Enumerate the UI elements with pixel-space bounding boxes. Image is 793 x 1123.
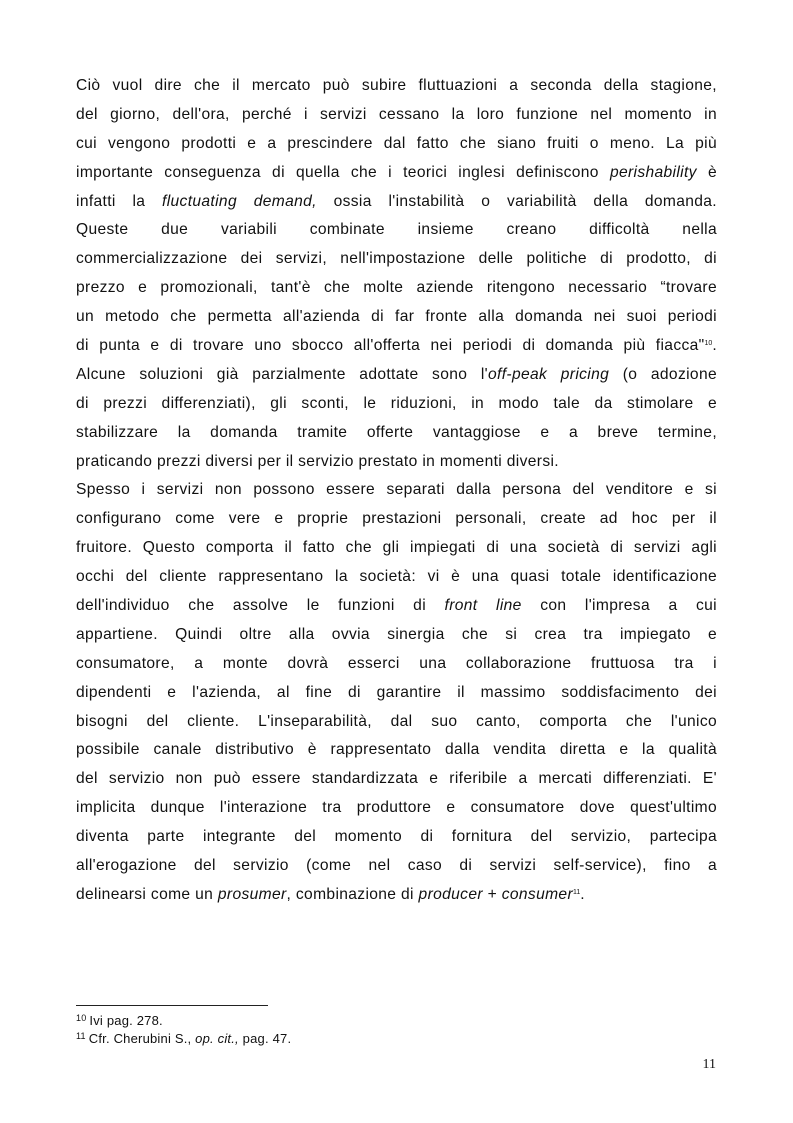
footnote-text: Ivi pag. 278. xyxy=(89,1013,163,1028)
italic-term: front line xyxy=(444,597,522,615)
text-segment: Ciò vuol dire che il mercato può subire fluttuazioni a seconda della stagione, xyxy=(76,77,717,94)
text-line xyxy=(76,679,717,708)
text-segment: del giorno, dell'ora, perché i servizi cessano la loro funzione nel momento in xyxy=(76,105,717,123)
text-segment: di punta e di trovare uno sbocco all'offerta nei periodi di domanda più fiacca" xyxy=(76,337,705,355)
text-segment: cui vengono prodotti e a prescindere dal fatto che siano fruiti o meno. La più xyxy=(76,134,717,152)
footnote xyxy=(76,1012,676,1030)
text-segment: (o adozione xyxy=(609,365,717,383)
italic-term: fluctuating demand, xyxy=(162,192,317,210)
footnote-separator xyxy=(76,1005,268,1006)
footnote-number: 11 xyxy=(76,1031,86,1041)
text-line xyxy=(76,794,717,823)
text-line xyxy=(76,390,717,419)
text-segment: dell'individuo che assolve le funzioni di xyxy=(76,597,445,615)
text-line xyxy=(76,708,717,737)
text-segment: con l'impresa a cui xyxy=(521,597,717,615)
italic-term: prosumer xyxy=(217,885,287,903)
text-segment: . xyxy=(712,337,717,355)
text-segment: commercializzazione dei servizi, nell'impostazione delle politiche di prodotto, di xyxy=(76,250,717,268)
footnote-reference: 11 xyxy=(573,888,581,896)
text-segment: consumatore, a monte dovrà esserci una collaborazione fruttuosa tra i xyxy=(76,654,717,672)
text-line xyxy=(76,823,717,852)
text-segment: prezzo e promozionali, tant'è che molte aziende ritengono necessario “trovare xyxy=(76,279,717,297)
text-line xyxy=(76,303,717,332)
text-segment: di prezzi differenziati), gli sconti, le riduzioni, in modo tale da stimolare e xyxy=(76,394,717,412)
text-segment: diventa parte integrante del momento di fornitura del servizio, partecipa xyxy=(76,828,717,846)
text-segment: + xyxy=(482,885,502,903)
text-line xyxy=(76,736,717,765)
text-segment: infatti la xyxy=(76,192,163,210)
text-line xyxy=(76,101,717,130)
text-segment: stabilizzare la domanda tramite offerte vantaggiose e a breve termine, xyxy=(76,423,717,441)
footnote-reference: 10 xyxy=(704,340,713,348)
body-text xyxy=(76,72,717,910)
text-segment: Alcune soluzioni già parzialmente adottate sono l' xyxy=(76,365,489,383)
text-segment: delinearsi come un xyxy=(76,885,218,903)
text-segment: appartiene. Quindi oltre alla ovvia sinergia che si crea tra impiegato e xyxy=(76,625,717,643)
text-line xyxy=(76,563,717,592)
text-line xyxy=(76,592,717,621)
text-line xyxy=(76,448,717,477)
text-line xyxy=(76,274,717,303)
text-line xyxy=(76,130,717,159)
text-line xyxy=(76,332,717,361)
text-line xyxy=(76,159,717,188)
text-segment: ossia l'instabilità o variabilità della domanda. xyxy=(316,192,717,210)
footnote-text: pag. 47. xyxy=(238,1031,292,1046)
text-line xyxy=(76,881,717,910)
footnotes xyxy=(76,1012,676,1048)
text-line xyxy=(76,72,717,101)
footnote-italic: op. cit., xyxy=(195,1031,239,1046)
text-line xyxy=(76,245,717,274)
text-line xyxy=(76,419,717,448)
text-segment: del servizio non può essere standardizzata e riferibile a mercati differenziati. E' xyxy=(76,770,717,788)
text-segment: configurano come vere e proprie prestazioni personali, create ad hoc per il xyxy=(76,510,717,528)
text-line xyxy=(76,476,717,505)
text-segment: occhi del cliente rappresentano la società: vi è una quasi totale identificazione xyxy=(76,568,717,586)
text-segment: possibile canale distributivo è rappresentato dalla vendita diretta e la qualità xyxy=(76,741,717,759)
text-segment: bisogni del cliente. L'inseparabilità, dal suo canto, comporta che l'unico xyxy=(76,712,717,730)
text-segment: implicita dunque l'interazione tra produttore e consumatore dove quest'ultimo xyxy=(76,799,717,817)
text-segment: dipendenti e l'azienda, al fine di garantire il massimo soddisfacimento dei xyxy=(76,683,717,701)
text-segment: , combinazione di xyxy=(286,885,419,903)
text-segment: è xyxy=(696,163,717,181)
text-segment: importante conseguenza di quella che i teorici inglesi definiscono xyxy=(76,163,610,181)
text-line xyxy=(76,650,717,679)
text-line xyxy=(76,505,717,534)
italic-term: perishability xyxy=(609,163,697,181)
text-line xyxy=(76,216,717,245)
text-segment: Queste due variabili combinate insieme creano difficoltà nella xyxy=(76,221,717,239)
italic-term: consumer xyxy=(501,885,574,903)
text-segment: fruitore. Questo comporta il fatto che gli impiegati di una società di servizi agli xyxy=(76,539,717,557)
italic-term: off-peak pricing xyxy=(488,365,610,383)
text-segment: praticando prezzi diversi per il servizio prestato in momenti diversi. xyxy=(76,452,559,470)
page-number: 11 xyxy=(702,1057,716,1072)
text-segment: Spesso i servizi non possono essere separati dalla persona del venditore e si xyxy=(76,481,717,499)
text-segment: . xyxy=(580,885,585,903)
footnote-text: Cfr. Cherubini S., xyxy=(88,1031,196,1046)
footnote-number: 10 xyxy=(76,1013,87,1023)
text-line xyxy=(76,621,717,650)
italic-term: producer xyxy=(418,885,483,903)
text-segment: un metodo che permetta all'azienda di far fronte alla domanda nei suoi periodi xyxy=(76,308,717,326)
text-line xyxy=(76,765,717,794)
text-line xyxy=(76,852,717,881)
text-line xyxy=(76,188,717,217)
text-line xyxy=(76,361,717,390)
text-segment: all'erogazione del servizio (come nel caso di servizi self-service), fino a xyxy=(76,857,717,875)
footnote xyxy=(76,1030,676,1048)
text-line xyxy=(76,534,717,563)
